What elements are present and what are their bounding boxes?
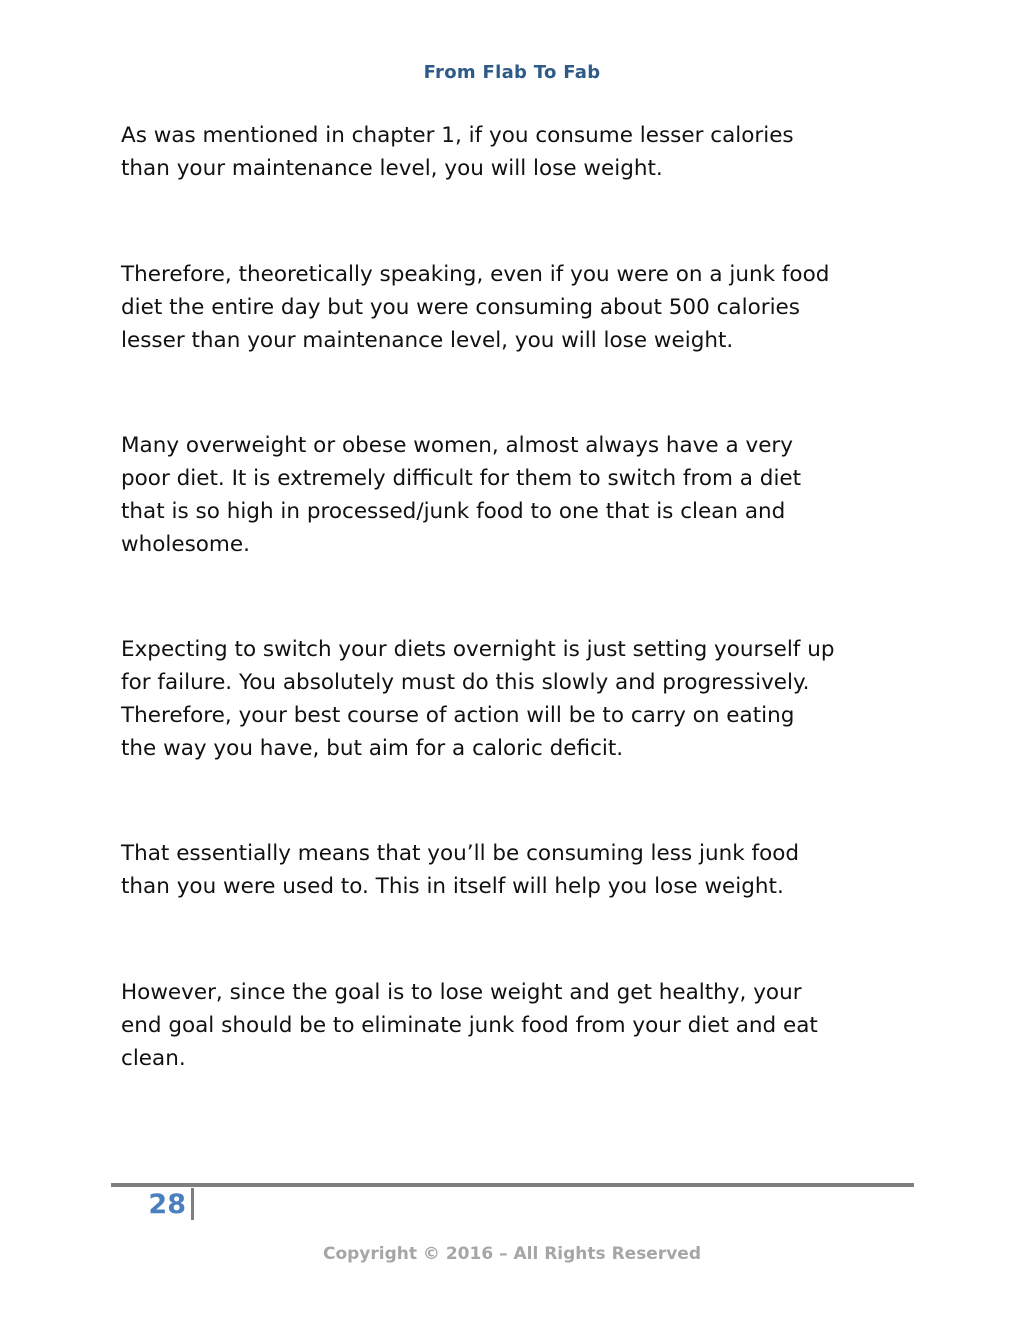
- page-number: 28: [148, 1189, 186, 1220]
- paragraph-4: Expecting to switch your diets overnight is just setting yourself up for failure. You absolutely must do this slowly and progressively. Therefore, your best course of action will be to carry on eating the way you have, but aim for a caloric deficit.: [121, 637, 835, 761]
- paragraph-3: Many overweight or obese women, almost always have a very poor diet. It is extremely difficult for them to switch from a diet that is so high in processed/junk food to one that is clean and wholesome.: [121, 433, 802, 557]
- footer-rule: [111, 1183, 914, 1187]
- running-header-title: From Flab To Fab: [423, 62, 601, 83]
- page-number-divider: [191, 1188, 194, 1220]
- paragraph-1: As was mentioned in chapter 1, if you consume lesser calories than your maintenance level, you will lose weight.: [121, 123, 794, 181]
- copyright-notice: Copyright © 2016 – All Rights Reserved: [322, 1244, 702, 1264]
- paragraph-5: That essentially means that you’ll be consuming less junk food than you were used to. This in itself will help you lose weight.: [121, 841, 800, 899]
- paragraph-2: Therefore, theoretically speaking, even if you were on a junk food diet the entire day but you were consuming about 500 calories lesser than your maintenance level, you will lose weight.: [121, 262, 830, 353]
- paragraph-6: However, since the goal is to lose weight and get healthy, your end goal should be to eliminate junk food from your diet and eat clean.: [121, 980, 818, 1071]
